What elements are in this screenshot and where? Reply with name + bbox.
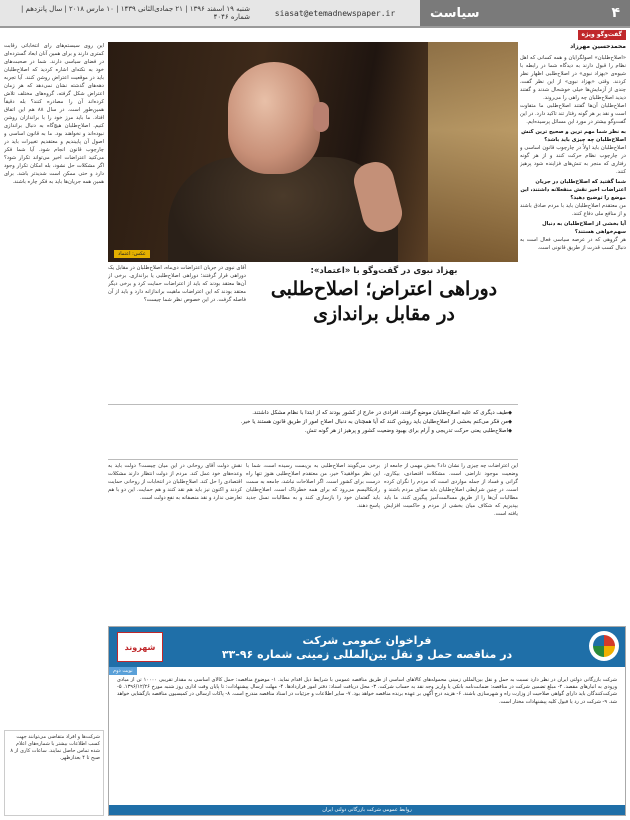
company-logo-icon xyxy=(589,631,619,661)
ad-round-tag: نوبت دوم xyxy=(109,667,137,675)
highlight-item: ◆ طیف دیگری که علیه اصلاح‌طلبان موضع گرفتند، افرادی در خارج از کشور بودند که از ابتدا با نظام مشکل داشتند. xyxy=(114,409,512,417)
ad-subtitle: در مناقصه حمل و نقل بین‌المللی زمینی شماره ۹۶-۳۳ xyxy=(221,647,513,661)
body-column: نقش دولت آقای روحانی در این میان چیست؟ دولت باید به وعده‌های خود عمل کند. مردم از دولت انتظار دارند مشکلات اقتصادی را حل کند. اصلاح‌طلبان در انتخابات از روحانی حمایت کردند و اکنون نیز باید هم نقد کنند و هم حمایت. این دو با هم تعارضی ندارد و نقد منصفانه به نفع دولت است. xyxy=(108,463,242,501)
photo-background-light xyxy=(428,42,518,262)
right-paragraph: اصلاح‌طلبان آن‌ها گفتند اصلاح‌طلبی ما متفاوت است و نقد بر هر گونه رفتار تند تاکید دارد. در این گفت‌وگو بیشتر در مورد این مسائل پرسیده‌ایم. xyxy=(520,103,626,125)
date-line: شنبه ۱۹ اسفند ۱۳۹۶ | ۲۱ جمادی‌الثانی ۱۴۳۹ | ۱۰ مارس ۲۰۱۸ | سال پانزدهم | شماره ۴۰۴۶ xyxy=(0,0,250,26)
right-column-article xyxy=(520,30,626,628)
section-title: سیاست xyxy=(430,5,480,21)
interview-photo xyxy=(108,42,518,262)
question: آیا بخشی از اصلاح‌طلبان به دنبال سهم‌خواهی هستند؟ xyxy=(542,221,626,235)
answer: اصلاح‌طلبان باید اولاً در چارچوب قانون اساسی و در چارچوب نظام حرکت کنند و از هر گونه رفتاری که منجر به تنش‌های فزاینده شود پرهیز کنند. xyxy=(520,145,626,175)
tender-advertisement[interactable] xyxy=(108,626,626,816)
body-column: این اعتراضات چه چیزی را نشان داد؟ بخش مهمی از جامعه از وضعیت موجود ناراضی است. مشکلات اقتصادی، بیکاری، گرانی و فساد از جمله مواردی است که مردم را نگران کرده است. در چنین شرایطی اصلاح‌طلبان باید صدای مردم باشند و مطالبات آن‌ها را از طریق مسالمت‌آمیز پیگیری کنند. ما باید بپذیریم که شکاف میان بخشی از مردم و حاکمیت افزایش یافته است. xyxy=(384,463,518,517)
byline: محمدحسین مهرزاد xyxy=(570,43,626,50)
ad-body: شرکت بازرگانی دولتی ایران در نظر دارد نسبت به حمل و نقل بین‌المللی زمینی محموله‌های کالاهای اساسی از طریق مناقصه عمومی با شرایط ذیل اقدام نماید. ۱- موضوع مناقصه: حمل کالای اساسی به مقدار تقریبی ۱۰۰۰۰ تن از مبادی ورودی به انبارهای مقصد. ۲- مبلغ تضمین شرکت در مناقصه: ضمانت‌نامه بانکی یا واریز وجه نقد به حساب شرکت. ۳- محل دریافت اسناد: دفتر امور قراردادها. ۴- مهلت ارسال پیشنهادات: تا پایان وقت اداری روز شنبه مورخ ۱۳۹۶/۱۲/۲۶. ۵- شرکت‌کنندگان باید دارای گواهی صلاحیت از وزارت راه و شهرسازی باشند. ۶- هزینه درج آگهی بر عهده برنده مناقصه خواهد بود. ۷- سایر اطلاعات و جزئیات در اسناد مناقصه مندرج است. ۸- پاکات ارسالی در کمیسیون مناقصه بازگشایی خواهد شد. ۹- شرکت در رد یا قبول کلیه پیشنهادات مختار است. xyxy=(117,677,617,705)
header-rule xyxy=(0,26,630,28)
page-number: ۴ xyxy=(611,5,620,21)
section-banner xyxy=(420,0,630,26)
ad-title: فراخوان عمومی شرکت xyxy=(302,633,432,647)
headline-block xyxy=(250,262,518,336)
answer: من معتقدم اصلاح‌طلبان باید با مردم صادق باشند و از منافع ملی دفاع کنند. xyxy=(520,203,626,217)
page-header xyxy=(0,0,630,26)
ad-brand-logo: شهروند xyxy=(117,632,163,662)
right-paragraph: «اصلاح‌طلبان» اصولگرایان و همه کسانی که اهل نظام را قبول دارند به دیدگاه شما در رابطه با شیوه‌ی «بهزاد نبوی» در اصلاح‌طلبی اظهار نظر کردند. وقتی «بهزاد نبوی» از این نظر گفت، چندی از آزمایش‌ها خیلی خوشحال شدند و گفتند دیدید اصلاح‌طلبان چه راهی را می‌روند. xyxy=(520,55,626,101)
intro-paragraph: آقای نبوی در جریان اعتراضات دی‌ماه، اصلاح‌طلبان در مقابل یک دوراهی قرار گرفتند؛ دوراهی اصلاح‌طلبی یا براندازی. برخی از آن‌ها معتقد بودند که باید از اعتراضات حمایت کرد و برخی دیگر معتقد بودند که این اعتراضات ماهیت براندازانه دارد و باید از آن فاصله گرفت. در این خصوص نظر شما چیست؟ xyxy=(108,265,246,303)
photo-figure-head xyxy=(228,62,320,174)
highlight-item: ◆ من فکر می‌کنم بخشی از اصلاح‌طلبان باید روشن کنند که آیا همچنان به دنبال اصلاح امور از طریق قانون هستند یا خیر. xyxy=(114,418,512,426)
ad-footer: روابط عمومی شرکت بازرگانی دولتی ایران xyxy=(109,805,625,815)
website-address[interactable]: siasat@etemadnewspaper.ir xyxy=(250,0,420,26)
headline-line-1: دوراهی اعتراض؛ اصلاح‌طلبی xyxy=(270,278,498,300)
photo-credit: عکس: اعتماد xyxy=(114,250,150,258)
ad-header xyxy=(109,627,625,667)
left-column-article: این روی سیستم‌های رای انتخاباتی رقابت کمتری دارند و برای همین آنان ابعاد گسترده‌ای در فضای سیاسی دارند. شما در صحبت‌های خود به نکته‌ای اشاره کردید که اصلاح‌طلبان باید در موقعیت اعتراض روشن کنند. آیا تجربه دهه‌های گذشته نشان نمی‌دهد که هر زمان اعتراض شکل گرفته، گروه‌های مختلف تلاش کرده‌اند آن را مصادره کنند؟ بله دقیقاً همین‌طور است. در سال ۸۸ هم این اتفاق افتاد. ما باید مرز خود را با براندازان روشن کنیم. اصلاح‌طلبان هیچ‌گاه به دنبال براندازی نبوده‌اند و نخواهند بود. ما به قانون اساسی و اصول آن پایبندیم و معتقدیم تغییرات باید در چارچوب قانون انجام شود. آیا شما فکر می‌کنید اعتراضات اخیر می‌تواند تکرار شود؟ اگر مشکلات حل نشود، بله امکان تکرار وجود دارد و حتی ممکن است شدیدتر باشد. برای همین همه جریان‌ها باید به فکر چاره باشند. xyxy=(4,43,104,185)
highlight-item: ◆ اصلاح‌طلبی یعنی حرکت تدریجی و آرام برای بهبود وضعیت کشور و پرهیز از هر گونه تنش. xyxy=(114,427,512,435)
body-columns xyxy=(108,462,518,624)
question: شما گفتید که اصلاح‌طلبان در جریان اعتراضات اخیر نقش منفعلانه داشتند، این موضع را توضیح دهید؟ xyxy=(520,179,626,201)
headline-line-2: در مقابل براندازی xyxy=(313,303,455,325)
headline-kicker: بهزاد نبوی در گفت‌وگو با «اعتماد»: xyxy=(310,266,458,276)
interview-tag: گفت‌وگو ویژه xyxy=(578,30,627,40)
left-notice: شرکت‌ها و افراد متقاضی می‌توانند جهت کسب اطلاعات بیشتر با شماره‌های اعلام شده تماس حاصل نمایند. ساعات کاری از ۸ صبح تا ۴ بعدازظهر. xyxy=(4,730,104,816)
photo-figure-ear xyxy=(313,102,329,132)
body-column: برخی می‌گویند اصلاح‌طلبی به بن‌بست رسیده است، شما با این نظر موافقید؟ خیر، من معتقدم اصلاح‌طلبی هنوز تنها راه درست برای کشور است. اگر اصلاحات نباشد، جامعه به سمت رادیکالیسم می‌رود که برای همه خطرناک است. اصلاح‌طلبان باید گفتمان خود را بازسازی کنند و به مطالبات نسل جدید پاسخ دهند. xyxy=(246,463,380,509)
highlight-box xyxy=(108,404,518,460)
question: به نظر شما مهم ترین و صحیح ترین کنش اصلاح‌طلبان چه چیزی باید باشد؟ xyxy=(521,129,626,143)
answer: هر گروهی که در عرصه سیاسی فعال است به دنبال کسب قدرت از طریق قانونی است. xyxy=(520,237,626,251)
